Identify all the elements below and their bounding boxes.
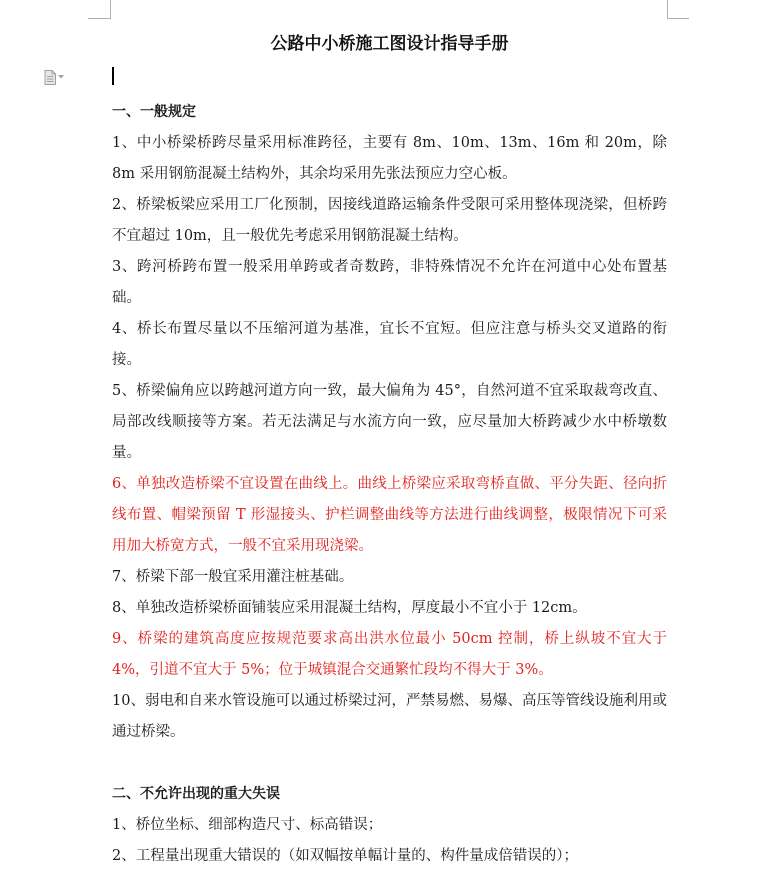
- caret-down-icon: [58, 75, 64, 79]
- rule-2: 2、桥梁板梁应采用工厂化预制，因接线道路运输条件受限可采用整体现浇梁，但桥跨不宜超过 10m，且一般优先考虑采用钢筋混凝土结构。: [112, 197, 667, 244]
- rule-5: 5、桥梁偏角应以跨越河道方向一致，最大偏角为 45°，自然河道不宜采取裁弯改直、局部改线顺接等方案。若无法满足与水流方向一致，应尽量加大桥跨减少水中桥墩数量。: [112, 383, 667, 461]
- rule-10: 10、弱电和自来水管设施可以通过桥梁过河，严禁易燃、易爆、高压等管线设施利用或通过桥梁。: [112, 693, 667, 740]
- crop-mark-top-left-h: [88, 18, 110, 19]
- section-2-heading: 二、不允许出现的重大失误: [112, 786, 280, 802]
- rule-1: 1、中小桥梁桥跨尽量采用标准跨径，主要有 8m、10m、13m、16m 和 20m，除 8m 采用钢筋混凝土结构外，其余均采用先张法预应力空心板。: [112, 135, 667, 182]
- rule-9-highlighted: 9、桥梁的建筑高度应按规范要求高出洪水位最小 50cm 控制，桥上纵坡不宜大于 4%，引道不宜大于 5%；位于城镇混合交通繁忙段均不得大于 3%。: [112, 631, 667, 678]
- section-1-heading: 一、一般规定: [112, 104, 196, 120]
- crop-mark-top-right-h: [667, 18, 689, 19]
- crop-mark-top-right-v: [667, 0, 668, 19]
- blank-line: [112, 748, 667, 779]
- rule-4: 4、桥长布置尽量以不压缩河道为基准，宜长不宜短。但应注意与桥头交叉道路的衔接。: [112, 321, 667, 368]
- rule-6-highlighted: 6、单独改造桥梁不宜设置在曲线上。曲线上桥梁应采取弯桥直做、平分失距、径向折线布置、帽梁预留 T 形湿接头、护栏调整曲线等方法进行曲线调整，极限情况下可采用加大桥宽方式，一般不宜采用现浇梁。: [112, 476, 667, 554]
- paragraph-menu-button[interactable]: [44, 68, 72, 86]
- page-icon: [44, 70, 56, 85]
- document-body[interactable]: [112, 97, 667, 872]
- document-title: 公路中小桥施工图设计指导手册: [270, 34, 509, 54]
- error-1: 1、桥位坐标、细部构造尺寸、标高错误；: [112, 817, 383, 833]
- rule-8: 8、单独改造桥梁桥面铺装应采用混凝土结构，厚度最小不宜小于 12cm。: [112, 600, 587, 616]
- error-2: 2、工程量出现重大错误的（如双幅按单幅计量的、构件量成倍错误的）；: [112, 848, 578, 864]
- rule-7: 7、桥梁下部一般宜采用灌注桩基础。: [112, 569, 354, 585]
- crop-mark-top-left-v: [110, 0, 111, 19]
- rule-3: 3、跨河桥跨布置一般采用单跨或者奇数跨，非特殊情况不允许在河道中心处布置基础。: [112, 259, 667, 306]
- text-cursor: [112, 67, 114, 85]
